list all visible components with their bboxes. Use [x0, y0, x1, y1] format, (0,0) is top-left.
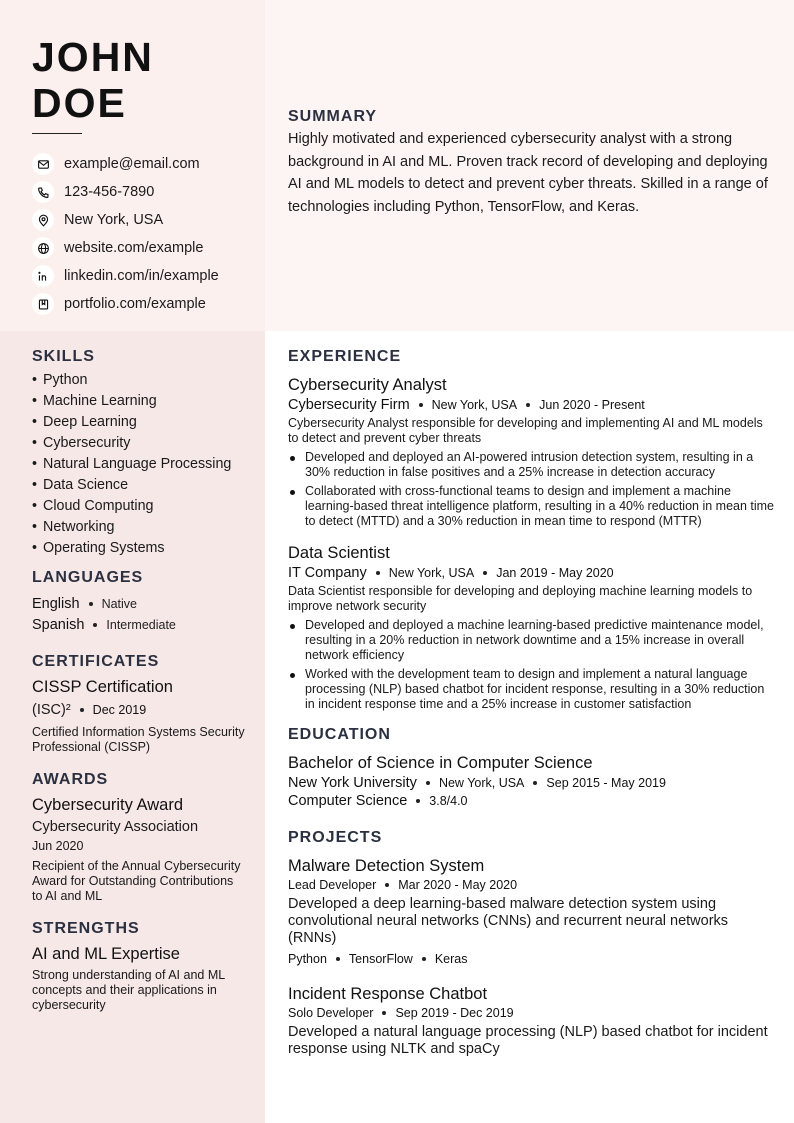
awards-heading: AWARDS — [32, 771, 109, 788]
job-meta: Cybersecurity Firm New York, USA Jun 2020 - Present — [288, 397, 645, 413]
project-title: Incident Response Chatbot — [288, 985, 488, 1003]
contact-website[interactable]: website.com/example — [32, 234, 219, 262]
job-title: Data Scientist — [288, 544, 390, 562]
strengths-heading: STRENGTHS — [32, 920, 140, 937]
languages-section — [32, 569, 247, 635]
certificate-desc: Certified Information Systems Security Professional (CISSP) — [32, 725, 245, 754]
location-pin-icon — [32, 209, 54, 231]
award-org: Cybersecurity Association — [32, 819, 199, 835]
job-bullet: Collaborated with cross-functional teams to design and implement a machine learning-based threat intelligence platform, resulting in a 40% reduction in mean time to detect (MTTD) and a 30% reduction in mean time to respond (MTTR) — [288, 484, 774, 529]
project-tech: Python TensorFlow Keras — [288, 952, 468, 966]
project-meta: Solo Developer Sep 2019 - Dec 2019 — [288, 1006, 514, 1020]
name-divider — [32, 133, 82, 134]
left-column — [32, 348, 247, 1025]
email-icon — [32, 153, 54, 175]
education-meta: New York University New York, USA Sep 2015 - May 2019 — [288, 775, 666, 791]
strength-desc: Strong understanding of AI and ML concepts and their applications in cybersecurity — [32, 968, 225, 1012]
education-section — [288, 726, 774, 809]
contact-linkedin[interactable]: linkedin.com/in/example — [32, 262, 219, 290]
award-title: Cybersecurity Award — [32, 796, 184, 814]
project-entry — [288, 984, 774, 1058]
job-bullet: Worked with the development team to design and implement a natural language processing (NLP) based chatbot for incident response, resulting in a 30% reduction in incident response time and a 25% increase in customer satisfaction — [288, 667, 774, 712]
job-title: Cybersecurity Analyst — [288, 376, 447, 394]
skill-item: • Machine Learning — [32, 393, 157, 409]
project-meta: Lead Developer Mar 2020 - May 2020 — [288, 878, 518, 892]
experience-heading: EXPERIENCE — [288, 348, 402, 365]
job-bullet: Developed and deployed a machine learning-based predictive maintenance model, resulting in a 20% reduction in network downtime and a 15% increase in overall network efficiency — [288, 618, 774, 663]
contact-portfolio[interactable]: portfolio.com/example — [32, 290, 219, 318]
project-desc: Developed a deep learning-based malware detection system using convolutional neural networks (CNNs) and recurrent neural networks (RNNs) — [288, 896, 729, 946]
job-desc: Data Scientist responsible for developing and deploying machine learning models to improve network security — [288, 584, 753, 613]
skills-section — [32, 348, 247, 557]
award-desc: Recipient of the Annual Cybersecurity Award for Outstanding Contributions to AI and ML — [32, 859, 241, 903]
job-desc: Cybersecurity Analyst responsible for developing and implementing AI and ML models to detect and prevent cyber threats — [288, 416, 763, 445]
job-meta: IT Company New York, USA Jan 2019 - May 2020 — [288, 565, 614, 581]
job-entry — [288, 543, 774, 712]
projects-section — [288, 829, 774, 1058]
job-entry — [288, 375, 774, 529]
skill-item: • Data Science — [32, 477, 129, 493]
bookmark-icon — [32, 293, 54, 315]
phone-icon — [32, 181, 54, 203]
globe-icon — [32, 237, 54, 259]
contact-location: New York, USA — [32, 206, 219, 234]
projects-heading: PROJECTS — [288, 829, 383, 846]
summary-section — [288, 108, 774, 219]
right-column — [288, 348, 774, 1074]
skills-heading: SKILLS — [32, 348, 95, 365]
education-heading: EDUCATION — [288, 726, 391, 743]
summary-heading: SUMMARY — [288, 108, 378, 125]
skill-item: • Deep Learning — [32, 414, 137, 430]
degree-title: Bachelor of Science in Computer Science — [288, 754, 593, 772]
skill-item: • Python — [32, 372, 88, 388]
skill-item: • Cybersecurity — [32, 435, 131, 451]
summary-text: Highly motivated and experienced cybersecurity analyst with a strong background in AI and ML. Proven track record of developing and deploying AI and ML models to detect and prevent cyber threats. Skilled in a range of technologies including Python, TensorFlow, and Keras. — [288, 131, 768, 216]
skill-item: • Cloud Computing — [32, 498, 154, 514]
language-item: Spanish Intermediate — [32, 616, 176, 633]
skill-item: • Networking — [32, 519, 115, 535]
project-entry — [288, 856, 774, 966]
certificates-heading: CERTIFICATES — [32, 653, 160, 670]
education-field: Computer Science 3.8/4.0 — [288, 793, 468, 809]
award-date: Jun 2020 — [32, 839, 84, 853]
linkedin-icon — [32, 265, 54, 287]
experience-section — [288, 348, 774, 712]
skill-item: • Natural Language Processing — [32, 456, 232, 472]
skill-item: • Operating Systems — [32, 540, 165, 556]
contact-email[interactable]: example@email.com — [32, 150, 219, 178]
languages-heading: LANGUAGES — [32, 569, 144, 586]
certificate-title: CISSP Certification — [32, 678, 173, 696]
certificates-section — [32, 653, 247, 755]
strengths-section — [32, 920, 247, 1013]
certificate-meta: (ISC)² Dec 2019 — [32, 702, 147, 718]
project-title: Malware Detection System — [288, 857, 485, 875]
job-bullet: Developed and deployed an AI-powered intrusion detection system, resulting in a 30% reduction in false positives and a 25% increase in detection accuracy — [288, 450, 774, 480]
contact-phone[interactable]: 123-456-7890 — [32, 178, 219, 206]
project-desc: Developed a natural language processing (NLP) based chatbot for incident response using NLTK and spaCy — [288, 1024, 768, 1057]
candidate-name: JOHN DOE — [32, 34, 154, 126]
awards-section — [32, 771, 247, 904]
contact-list — [32, 150, 219, 318]
language-item: English Native — [32, 595, 137, 612]
strength-title: AI and ML Expertise — [32, 945, 180, 963]
